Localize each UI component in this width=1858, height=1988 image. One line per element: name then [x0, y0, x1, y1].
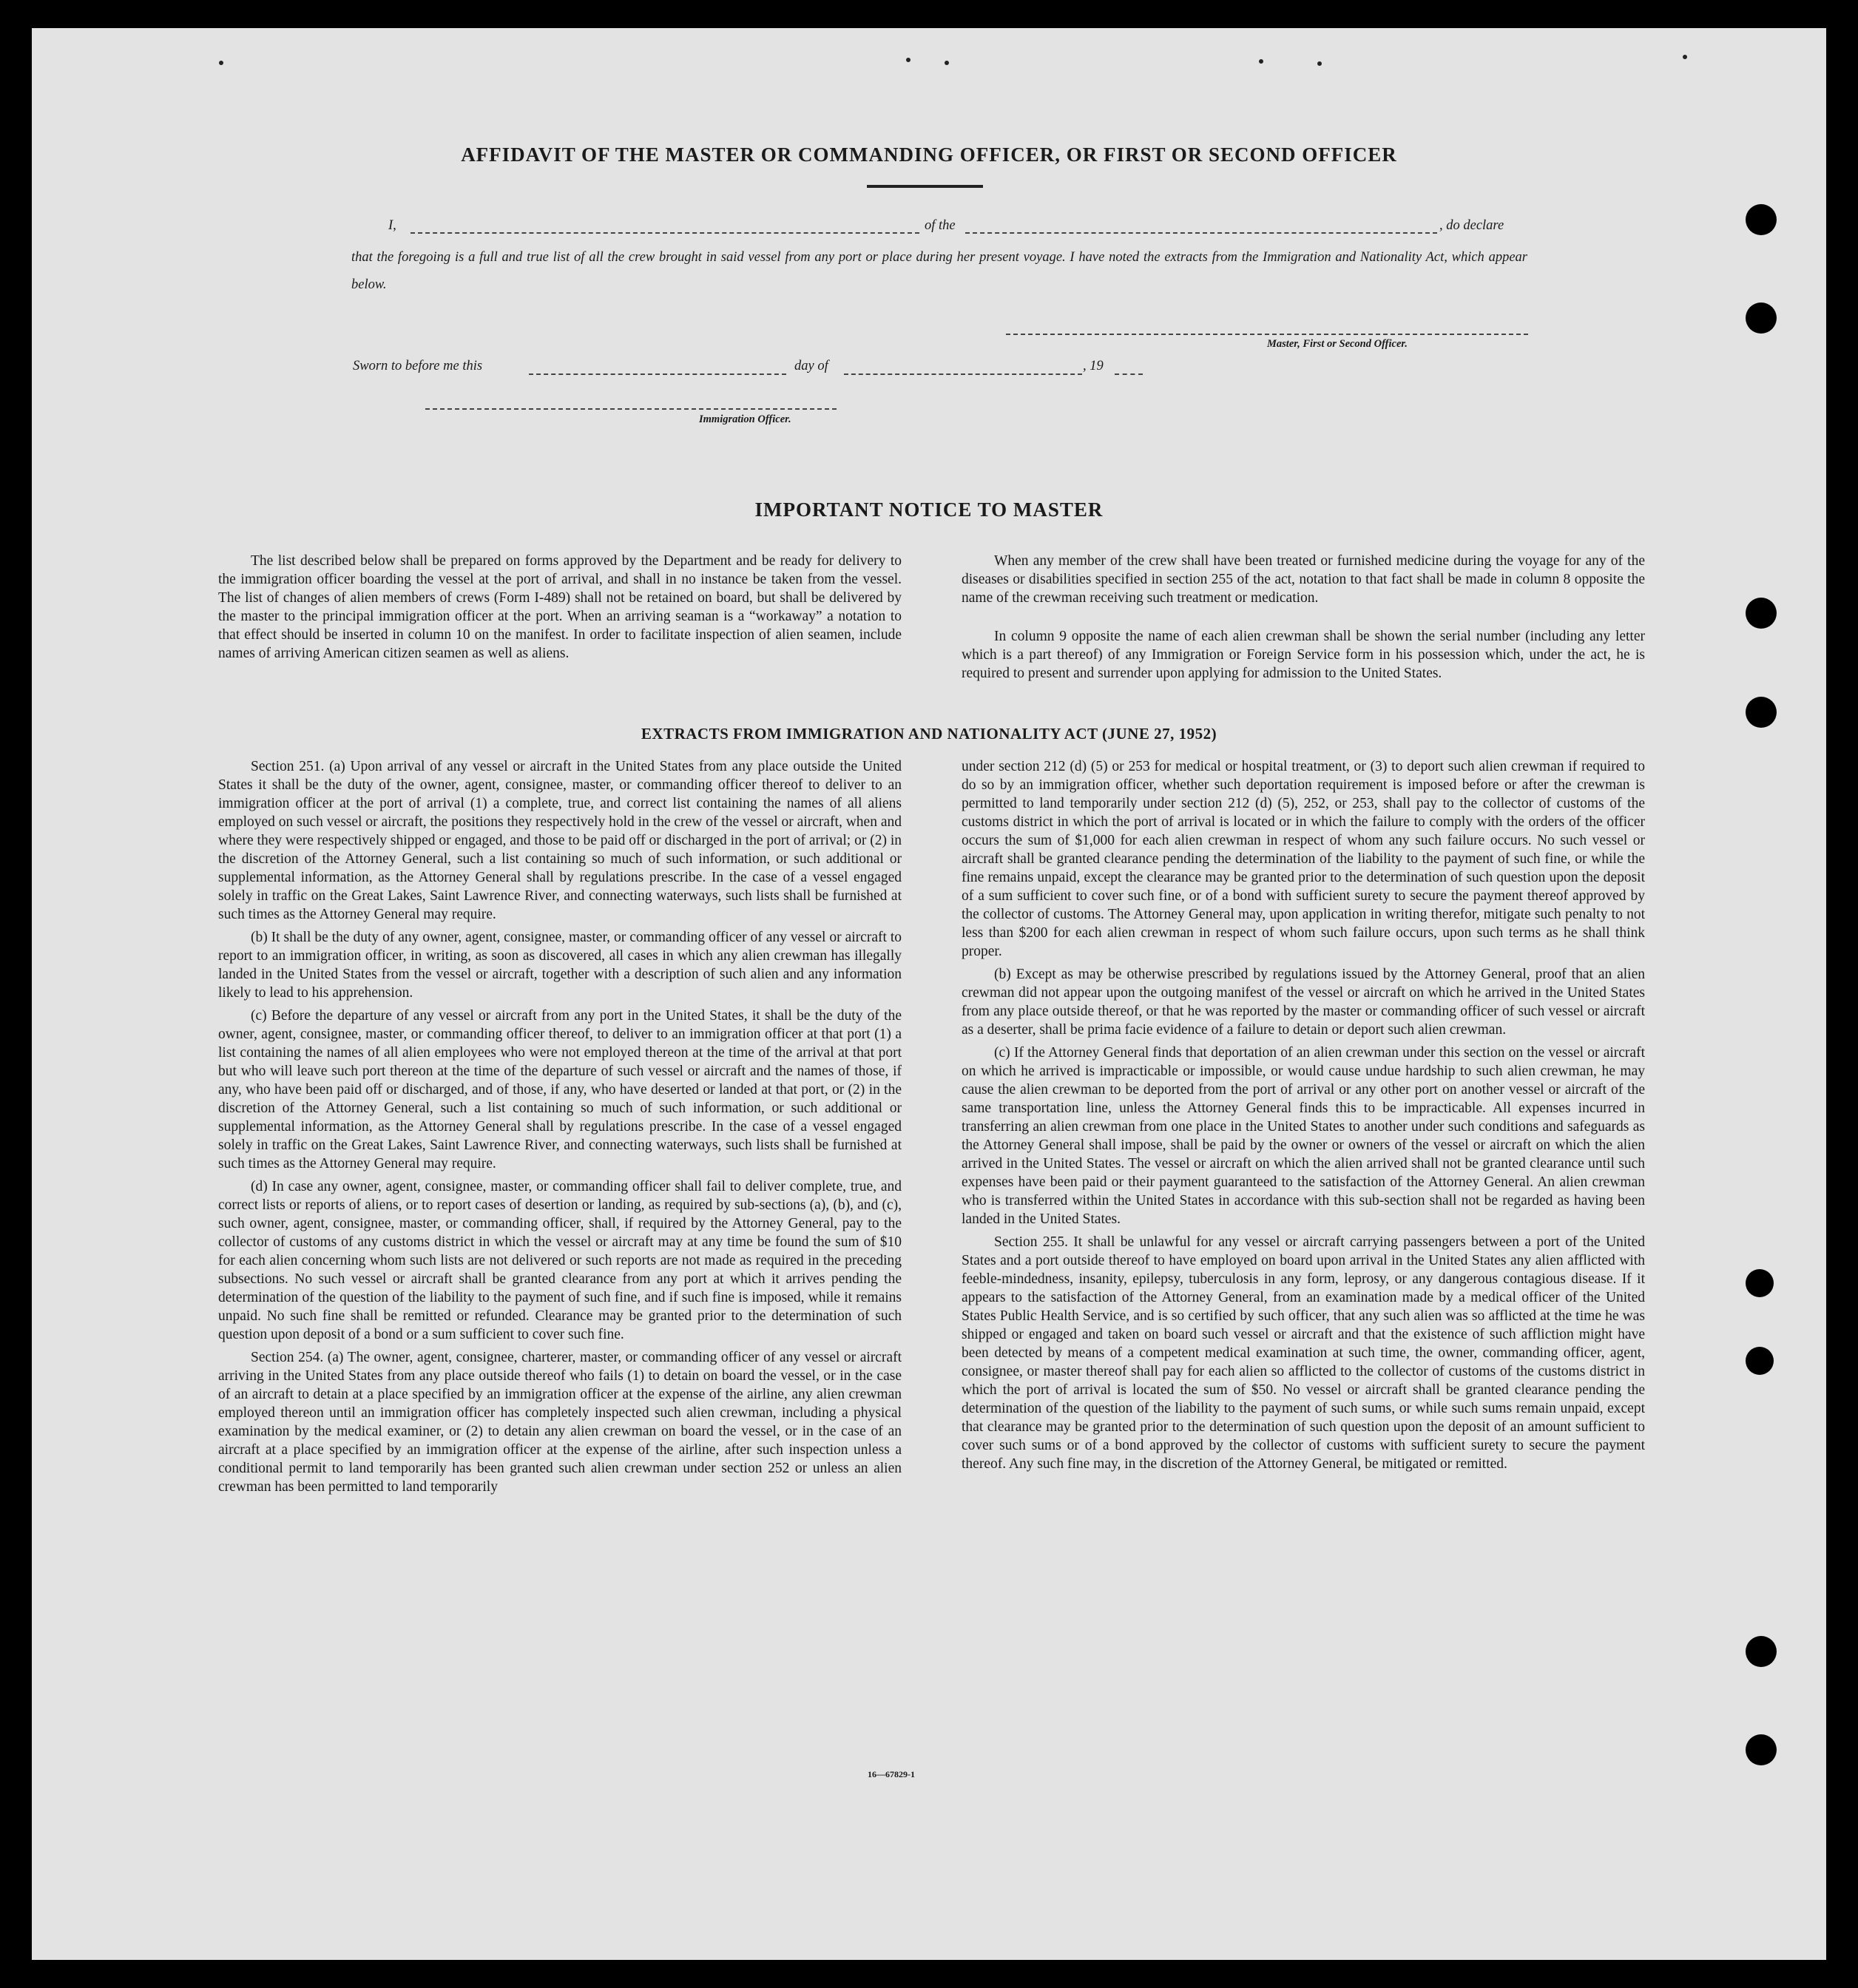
punch-hole: [1746, 1269, 1774, 1297]
master-caption: Master, First or Second Officer.: [1267, 338, 1408, 350]
year-label: , 19: [1083, 359, 1104, 373]
declaration-text: that the foregoing is a full and true list of all the crew brought in said vessel from any port or place during her present voyage. I have noted the extracts from the Immigration and Nationality Act, which appear below.: [351, 250, 1527, 292]
extracts-right-column: [962, 757, 1645, 1473]
i-label: I,: [388, 218, 396, 233]
do-declare-label: , do declare: [1439, 218, 1504, 233]
section-251-b: (b) It shall be the duty of any owner, agent, consignee, master, or commanding officer of any vessel or aircraft to report to an immigration officer, in writing, as soon as discovered, all cases in which any alien crewman has illegally landed in the United States from the vessel or aircraft, together with a description of such alien and any information likely to lead to his apprehension.: [218, 930, 902, 1001]
punch-hole: [1746, 302, 1777, 334]
punch-hole: [1746, 1347, 1774, 1375]
punch-hole: [1746, 1636, 1777, 1667]
punch-hole: [1746, 598, 1777, 629]
officer-caption: Immigration Officer.: [699, 413, 791, 425]
section-251-d: (d) In case any owner, agent, consignee, master, or commanding officer shall fail to deliver complete, true, and correct lists or reports of aliens, or to report cases of desertion or landing, as required by sub-sections (a), (b), and (c), such owner, agent, consignee, master, or commanding officer, shall, if required by the Attorney General, pay to the collector of customs of any customs district in which the vessel or aircraft may at any time be found the sum of $10 for each alien concerning whom such lists are not delivered or such reports are not made as required in the preceding subsections. No such vessel or aircraft shall be granted clearance from any port at which it arrives pending the determination of the question of the liability to the payment of such fine, and if such fine is imposed, while it remains unpaid. No such fine shall be remitted or refunded. Clearance may be granted prior to the determination of such question upon deposit of a bond or a sum sufficient to cover such fine.: [218, 1179, 902, 1342]
punch-hole: [1746, 697, 1777, 728]
punch-hole: [1746, 204, 1777, 235]
vessel-blank: [965, 232, 1437, 234]
sworn-day-blank: [529, 373, 786, 375]
speck: [906, 58, 911, 62]
affidavit-title: AFFIDAVIT OF THE MASTER OR COMMANDING OFFICER, OR FIRST OR SECOND OFFICER: [461, 143, 1397, 166]
punch-hole: [1746, 1734, 1777, 1765]
sworn-label: Sworn to before me this: [353, 359, 483, 373]
section-255: Section 255. It shall be unlawful for any vessel or aircraft carrying passengers between a port of the United States and a port outside thereof to have employed on board upon arrival in the United States any alien afflicted with feeble-mindedness, insanity, epilepsy, tuberculosis in any form, leprosy, or any dangerous contagious disease. If it appears to the satisfaction of the Attorney General, from an examination made by a medical officer of the United States Public Health Service, and is so certified by such officer, that any such alien was so afflicted at the time he was shipped or engaged and taken on board such vessel or aircraft and that the existence of such affliction might have been detected by means of a competent medical examination at such time, the owner, commanding officer, agent, consignee, or master thereof shall pay for each alien so afflicted to the collector of customs of the customs district in which the port of arrival is located the sum of $50. No vessel or aircraft shall be granted clearance pending the determination of the question of the liability to the payment of such sums, or while such sums remain unpaid, except that clearance may be granted prior to the determination of such question upon the deposit of an amount sufficient to cover such sums or of a bond approved by the collector of customs with sufficient surety to secure the payment thereof. Any such fine may, in the discretion of the Attorney General, be mitigated or remitted.: [962, 1234, 1645, 1472]
section-251-c: (c) Before the departure of any vessel or aircraft from any port in the United States, it shall be the duty of the owner, agent, consignee, master, or commanding officer thereof, to deliver to an immigration officer at that port (1) a list containing the names of all alien employees who were not employed thereon at the time of the arrival at that port but who will leave such port thereon at the time of the departure of such vessel or aircraft and the names of those, if any, who have been paid off or discharged, and of those, if any, who have deserted or landed at that port, or (2) in the discretion of the Attorney General, such a list containing so much of such information, or such additional or supplemental information, as the Attorney General shall by regulations prescribe. In the case of a vessel engaged solely in traffic on the Great Lakes, Saint Lawrence River, and connecting waterways, such lists shall be furnished at such times as the Attorney General may require.: [218, 1008, 902, 1172]
officer-signature-line: [425, 408, 837, 410]
extracts-left-column: [218, 757, 902, 1496]
master-signature-line: [1006, 334, 1528, 335]
sworn-month-blank: [844, 373, 1082, 375]
section-254-c: (c) If the Attorney General finds that deportation of an alien crewman under this section on the vessel or aircraft on which he arrived is impracticable or impossible, or would cause undue hardship to such alien crewman, he may cause the alien crewman to be deported from the port of arrival or any other port on another vessel or aircraft of the same transportation line, unless the Attorney General finds this to be impracticable. All expenses incurred in transferring an alien crewman from one place in the United States to another under such conditions and safeguards as the Attorney General shall impose, shall be paid by the owner or owners of the vessel or aircraft on which the alien arrived in the United States. The vessel or aircraft on which the alien arrived shall not be granted clearance until such expenses have been paid or their payment guaranteed to the satisfaction of the Attorney General. An alien crewman who is transferred within the United States in accordance with this sub-section shall not be regarded as having been landed in the United States.: [962, 1045, 1645, 1227]
title-rule: [867, 185, 983, 188]
speck: [945, 61, 949, 65]
extracts-title: EXTRACTS FROM IMMIGRATION AND NATIONALITY ACT (JUNE 27, 1952): [641, 725, 1217, 743]
section-254-a: Section 254. (a) The owner, agent, consignee, charterer, master, or commanding officer of any vessel or aircraft arriving in the United States from any place outside thereof who fails (1) to detain on board the vessel, or in the case of an aircraft to detain at a place specified by an immigration officer at the expense of the airline, any alien crewman employed thereon until an immigration officer has completely inspected such alien crewman, including a physical examination by the medical examiner, or (2) to detain any alien crewman on board the vessel, or in the case of an aircraft at a place specified by an immigration officer at the expense of the airline, after such inspection unless a conditional permit to land temporarily has been granted such alien crewman under section 252 or unless an alien crewman has been permitted to land temporarily: [218, 1350, 902, 1495]
speck: [1317, 61, 1322, 66]
notice-left-paragraph: The list described below shall be prepared on forms approved by the Department and be ready for delivery to the immigration officer boarding the vessel at the port of arrival, and shall in no instance be taken from the vessel. The list of changes of alien members of crews (Form I-489) shall not be retained on board, but shall be delivered by the master to the principal immigration officer at the port. When an arriving seaman is a “workaway” a notation to that effect should be inserted in column 10 on the manifest. In order to facilitate inspection of alien seamen, include names of arriving American citizen seamen as well as aliens.: [218, 553, 902, 661]
speck: [1259, 59, 1263, 64]
section-251-a: Section 251. (a) Upon arrival of any vessel or aircraft in the United States from any place outside the United States it shall be the duty of the owner, agent, consignee, master, or commanding officer thereof to deliver to an immigration officer at the port of arrival (1) a complete, true, and correct list containing the names of all aliens employed on such vessel or aircraft, the positions they respectively hold in the crew of the vessel or aircraft, when and where they were respectively shipped or engaged, and those to be paid off or discharged in the port of arrival; or (2) in the discretion of the Attorney General, such a list containing so much of such information, or such additional or supplemental information, as the Attorney General shall by regulations prescribe. In the case of a vessel engaged solely in traffic on the Great Lakes, Saint Lawrence River, and connecting waterways, such lists shall be furnished at such times as the Attorney General may require.: [218, 759, 902, 922]
form-number: 16—67829-1: [868, 1769, 915, 1779]
speck: [219, 61, 223, 65]
section-254-b: (b) Except as may be otherwise prescribed by regulations issued by the Attorney General, proof that an alien crewman did not appear upon the outgoing manifest of the vessel or aircraft on which he arrived in the United States from any place outside thereof, or that he was reported by the master or commanding officer of such vessel or aircraft as a deserter, shall be prima facie evidence of a failure to detain or deport such alien crewman.: [962, 967, 1645, 1038]
notice-title: IMPORTANT NOTICE TO MASTER: [754, 498, 1104, 521]
year-blank: [1115, 373, 1143, 375]
day-of-label: day of: [794, 359, 828, 373]
of-the-label: of the: [925, 218, 956, 233]
name-blank: [411, 232, 919, 234]
speck: [1683, 55, 1687, 59]
section-254-a-continued: under section 212 (d) (5) or 253 for medical or hospital treatment, or (3) to deport such alien crewman if required to do so by an immigration officer, whether such deportation requirement is imposed before or after the crewman is permitted to land temporarily under section 212 (d) (5), 252, or 253, shall pay to the collector of customs of the customs district in which the port of arrival is located or in which the failure to comply with the orders of the officer occurs the sum of $1,000 for each alien crewman in respect of whom any such failure occurs. No such vessel or aircraft shall be granted clearance pending the determination of the liability to the payment of such fine, or while the fine remains unpaid, except the clearance may be granted prior to the determination of such question upon the deposit of a sum sufficient to cover such fine, or of a bond with sufficient surety to secure the payment thereof approved by the collector of customs. The Attorney General may, upon application in writing therefor, mitigate such penalty to not less than $200 for each alien crewman in respect of whom such failure occurs, upon such terms as he shall think proper.: [962, 759, 1645, 959]
notice-right-paragraph-2: In column 9 opposite the name of each alien crewman shall be shown the serial number (including any letter which is a part thereof) of any Immigration or Foreign Service form in his possession which, under the act, he is required to present and surrender upon applying for admission to the United States.: [962, 629, 1645, 681]
notice-right-paragraph-1: When any member of the crew shall have been treated or furnished medicine during the voyage for any of the diseases or disabilities specified in section 255 of the act, notation to that fact shall be made in column 8 opposite the name of the crewman receiving such treatment or medication.: [962, 553, 1645, 606]
document-page: [32, 28, 1826, 1960]
